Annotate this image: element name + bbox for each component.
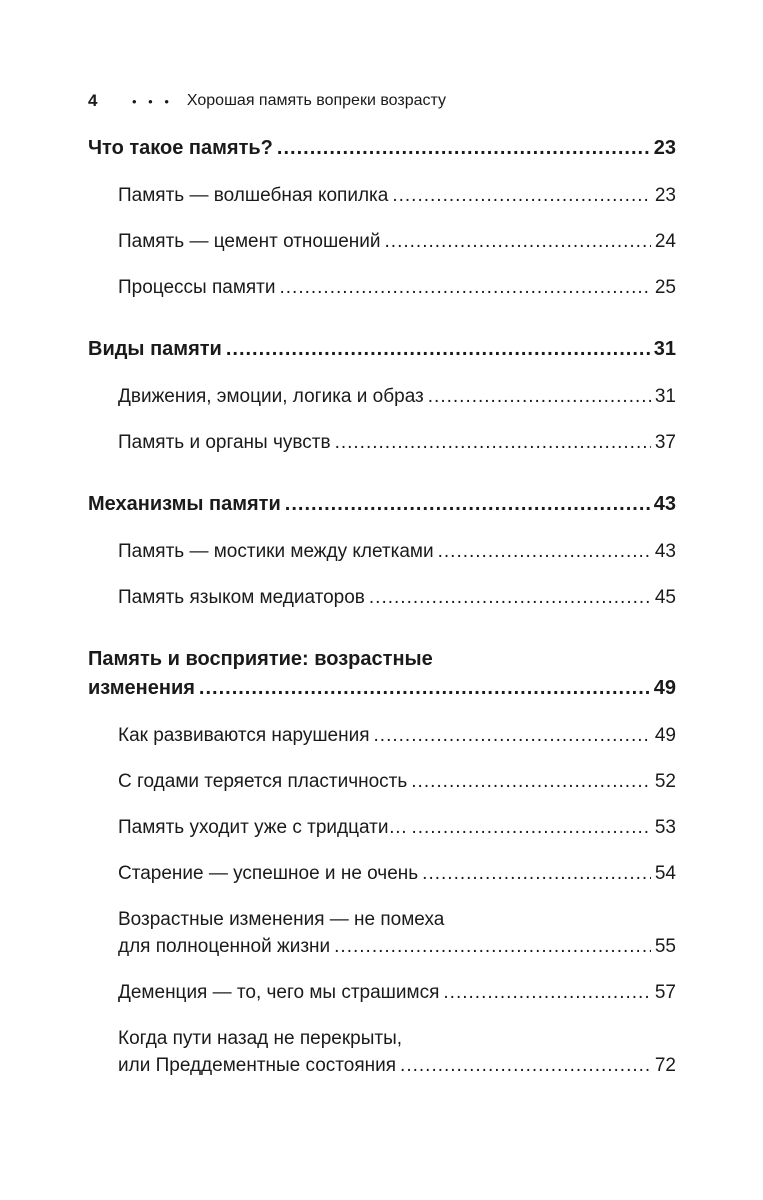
section-title: Память — волшебная копилка [118,185,389,206]
dot-leader [422,860,651,887]
toc-section[interactable] [88,906,676,960]
dot-leader [226,335,650,364]
chapter-title: Механизмы памяти [88,493,281,515]
section-page: 31 [654,386,676,407]
dot-leader [279,274,650,301]
dot-leader [335,429,651,456]
page-number: 4 [88,91,98,110]
section-page: 52 [654,771,676,792]
section-page: 23 [654,185,676,206]
section-title: Движения, эмоции, логика и образ [118,386,424,407]
section-title: С годами теряется пластичность [118,771,408,792]
toc-section[interactable] [88,722,676,749]
section-title-line1: Когда пути назад не перекрыты, [118,1028,403,1049]
section-page: 43 [654,541,676,562]
dot-leader [428,383,651,410]
section-page: 45 [654,587,676,608]
dot-leader [334,933,651,960]
chapter-title: Что такое память? [88,137,273,159]
section-title: Память — цемент отношений [118,231,381,252]
toc-section[interactable] [88,182,676,209]
section-title: Старение — успешное и не очень [118,863,419,884]
chapter-page: 49 [653,677,676,699]
chapter-page: 23 [653,137,676,159]
section-title-line2: или Преддементные состояния [118,1055,397,1076]
toc-section[interactable] [88,228,676,255]
toc-section[interactable] [88,979,676,1006]
dot-leader [369,584,651,611]
dot-leader [285,490,650,519]
toc-chapter[interactable] [88,335,676,364]
toc-chapter[interactable] [88,645,676,703]
section-title: Память — мостики между клетками [118,541,434,562]
section-title-line2: для полноценной жизни [118,936,331,957]
dot-leader [374,722,651,749]
chapter-title-line1: Память и восприятие: возрастные [88,648,433,670]
toc-chapter[interactable] [88,490,676,519]
section-title: Процессы памяти [118,277,276,298]
dot-leader [411,768,651,795]
dot-leader [400,1052,651,1079]
toc-chapter[interactable] [88,134,676,163]
table-of-contents [88,134,676,1079]
chapter-title: Виды памяти [88,338,222,360]
chapter-title-line2: изменения [88,677,195,699]
section-title: Память языком медиаторов [118,587,365,608]
section-title: Память уходит уже с тридцати… [118,817,408,838]
dot-leader [438,538,651,565]
section-page: 49 [654,725,676,746]
dot-leader [411,814,650,841]
section-page: 57 [654,982,676,1003]
section-title: Как развиваются нарушения [118,725,370,746]
section-page: 25 [654,277,676,298]
book-page [88,86,676,1079]
dot-leader [392,182,651,209]
book-title: Хорошая память вопреки возрасту [186,92,446,109]
toc-section[interactable] [88,538,676,565]
chapter-page: 31 [653,338,676,360]
running-head [88,86,676,116]
chapter-page: 43 [653,493,676,515]
toc-section[interactable] [88,429,676,456]
dot-leader [385,228,651,255]
section-title: Деменция — то, чего мы страшимся [118,982,440,1003]
section-title: Память и органы чувств [118,432,331,453]
toc-section[interactable] [88,814,676,841]
section-page: 24 [654,231,676,252]
toc-section[interactable] [88,383,676,410]
section-page: 54 [654,863,676,884]
section-page: 72 [654,1055,676,1076]
section-page: 37 [654,432,676,453]
toc-section[interactable] [88,860,676,887]
toc-section[interactable] [88,584,676,611]
toc-section[interactable] [88,768,676,795]
dot-leader [199,674,650,703]
dot-leader [277,134,650,163]
toc-section[interactable] [88,274,676,301]
section-page: 55 [654,936,676,957]
dot-leader [443,979,650,1006]
dots-ornament: • • • [132,93,173,109]
toc-section[interactable] [88,1025,676,1079]
section-page: 53 [654,817,676,838]
section-title-line1: Возрастные изменения — не помеха [118,909,445,930]
